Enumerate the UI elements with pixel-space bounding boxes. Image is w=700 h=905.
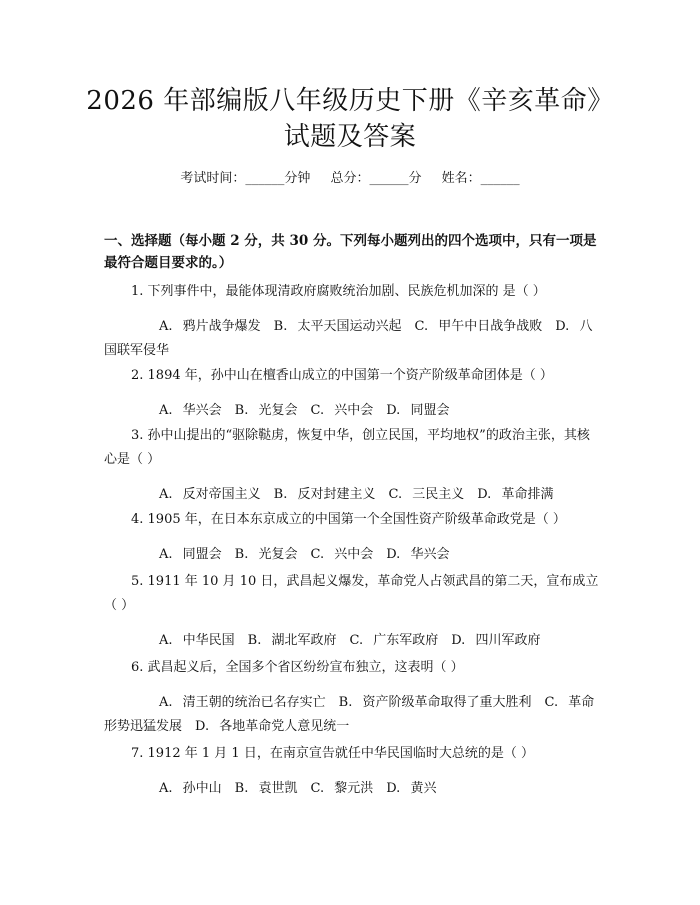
question-stem: 4. 1905 年，在日本东京成立的中国第一个全国性资产阶级革命政党是（ ）: [131, 512, 566, 527]
question-4: [104, 508, 601, 567]
question-options: A. 同盟会 B. 光复会 C. 兴中会 D. 华兴会: [159, 547, 450, 562]
question-stem: 7. 1912 年 1 月 1 日，在南京宣告就任中华民国临时大总统的是（ ）: [131, 746, 534, 761]
question-options: A. 清王朝的统治已名存实亡 B. 资产阶级革命取得了重大胜利 C. 革命形势迅猛发展 D. 各地革命党人意见统一: [104, 695, 595, 734]
question-7: [104, 742, 601, 801]
question-stem: 6. 武昌起义后，全国多个省区纷纷宣布独立，这表明（ ）: [131, 660, 464, 675]
question-options: A. 鸦片战争爆发 B. 太平天国运动兴起 C. 甲午中日战争战败 D. 八国联军侵华: [104, 319, 593, 358]
question-5: [104, 570, 601, 653]
question-2: [104, 364, 601, 423]
question-3: [104, 424, 601, 507]
document-title-line1: 2026 年部编版八年级历史下册《辛亥革命》: [86, 86, 614, 116]
question-options: A. 孙中山 B. 袁世凯 C. 黎元洪 D. 黄兴: [159, 781, 437, 796]
exam-score: 总分：______分: [330, 171, 422, 186]
exam-meta: [0, 170, 700, 188]
question-stem: 2. 1894 年，孙中山在檀香山成立的中国第一个资产阶级革命团体是（ ）: [131, 368, 553, 383]
question-6: [104, 656, 601, 739]
question-stem: 3. 孙中山提出的“驱除鞑虏，恢复中华，创立民国，平均地权”的政治主张，其核心是（ ）: [104, 428, 590, 467]
question-stem: 5. 1911 年 10 月 10 日，武昌起义爆发，革命党人占领武昌的第二天，宣布成立（ ）: [104, 574, 599, 613]
exam-name: 姓名：______: [441, 171, 520, 186]
question-1: [104, 280, 601, 363]
section-heading: 一、选择题（每小题 2 分，共 30 分。下列每小题列出的四个选项中，只有一项是最符合题目要求的。）: [104, 233, 597, 271]
question-options: A. 华兴会 B. 光复会 C. 兴中会 D. 同盟会: [159, 403, 450, 418]
question-options: A. 中华民国 B. 湖北军政府 C. 广东军政府 D. 四川军政府: [159, 633, 541, 648]
question-options: A. 反对帝国主义 B. 反对封建主义 C. 三民主义 D. 革命排满: [159, 487, 554, 502]
document-title-line2: 试题及答案: [283, 122, 417, 152]
exam-time: 考试时间：______分钟: [180, 171, 311, 186]
question-stem: 1. 下列事件中，最能体现清政府腐败统治加剧、民族危机加深的 是（ ）: [131, 284, 546, 299]
